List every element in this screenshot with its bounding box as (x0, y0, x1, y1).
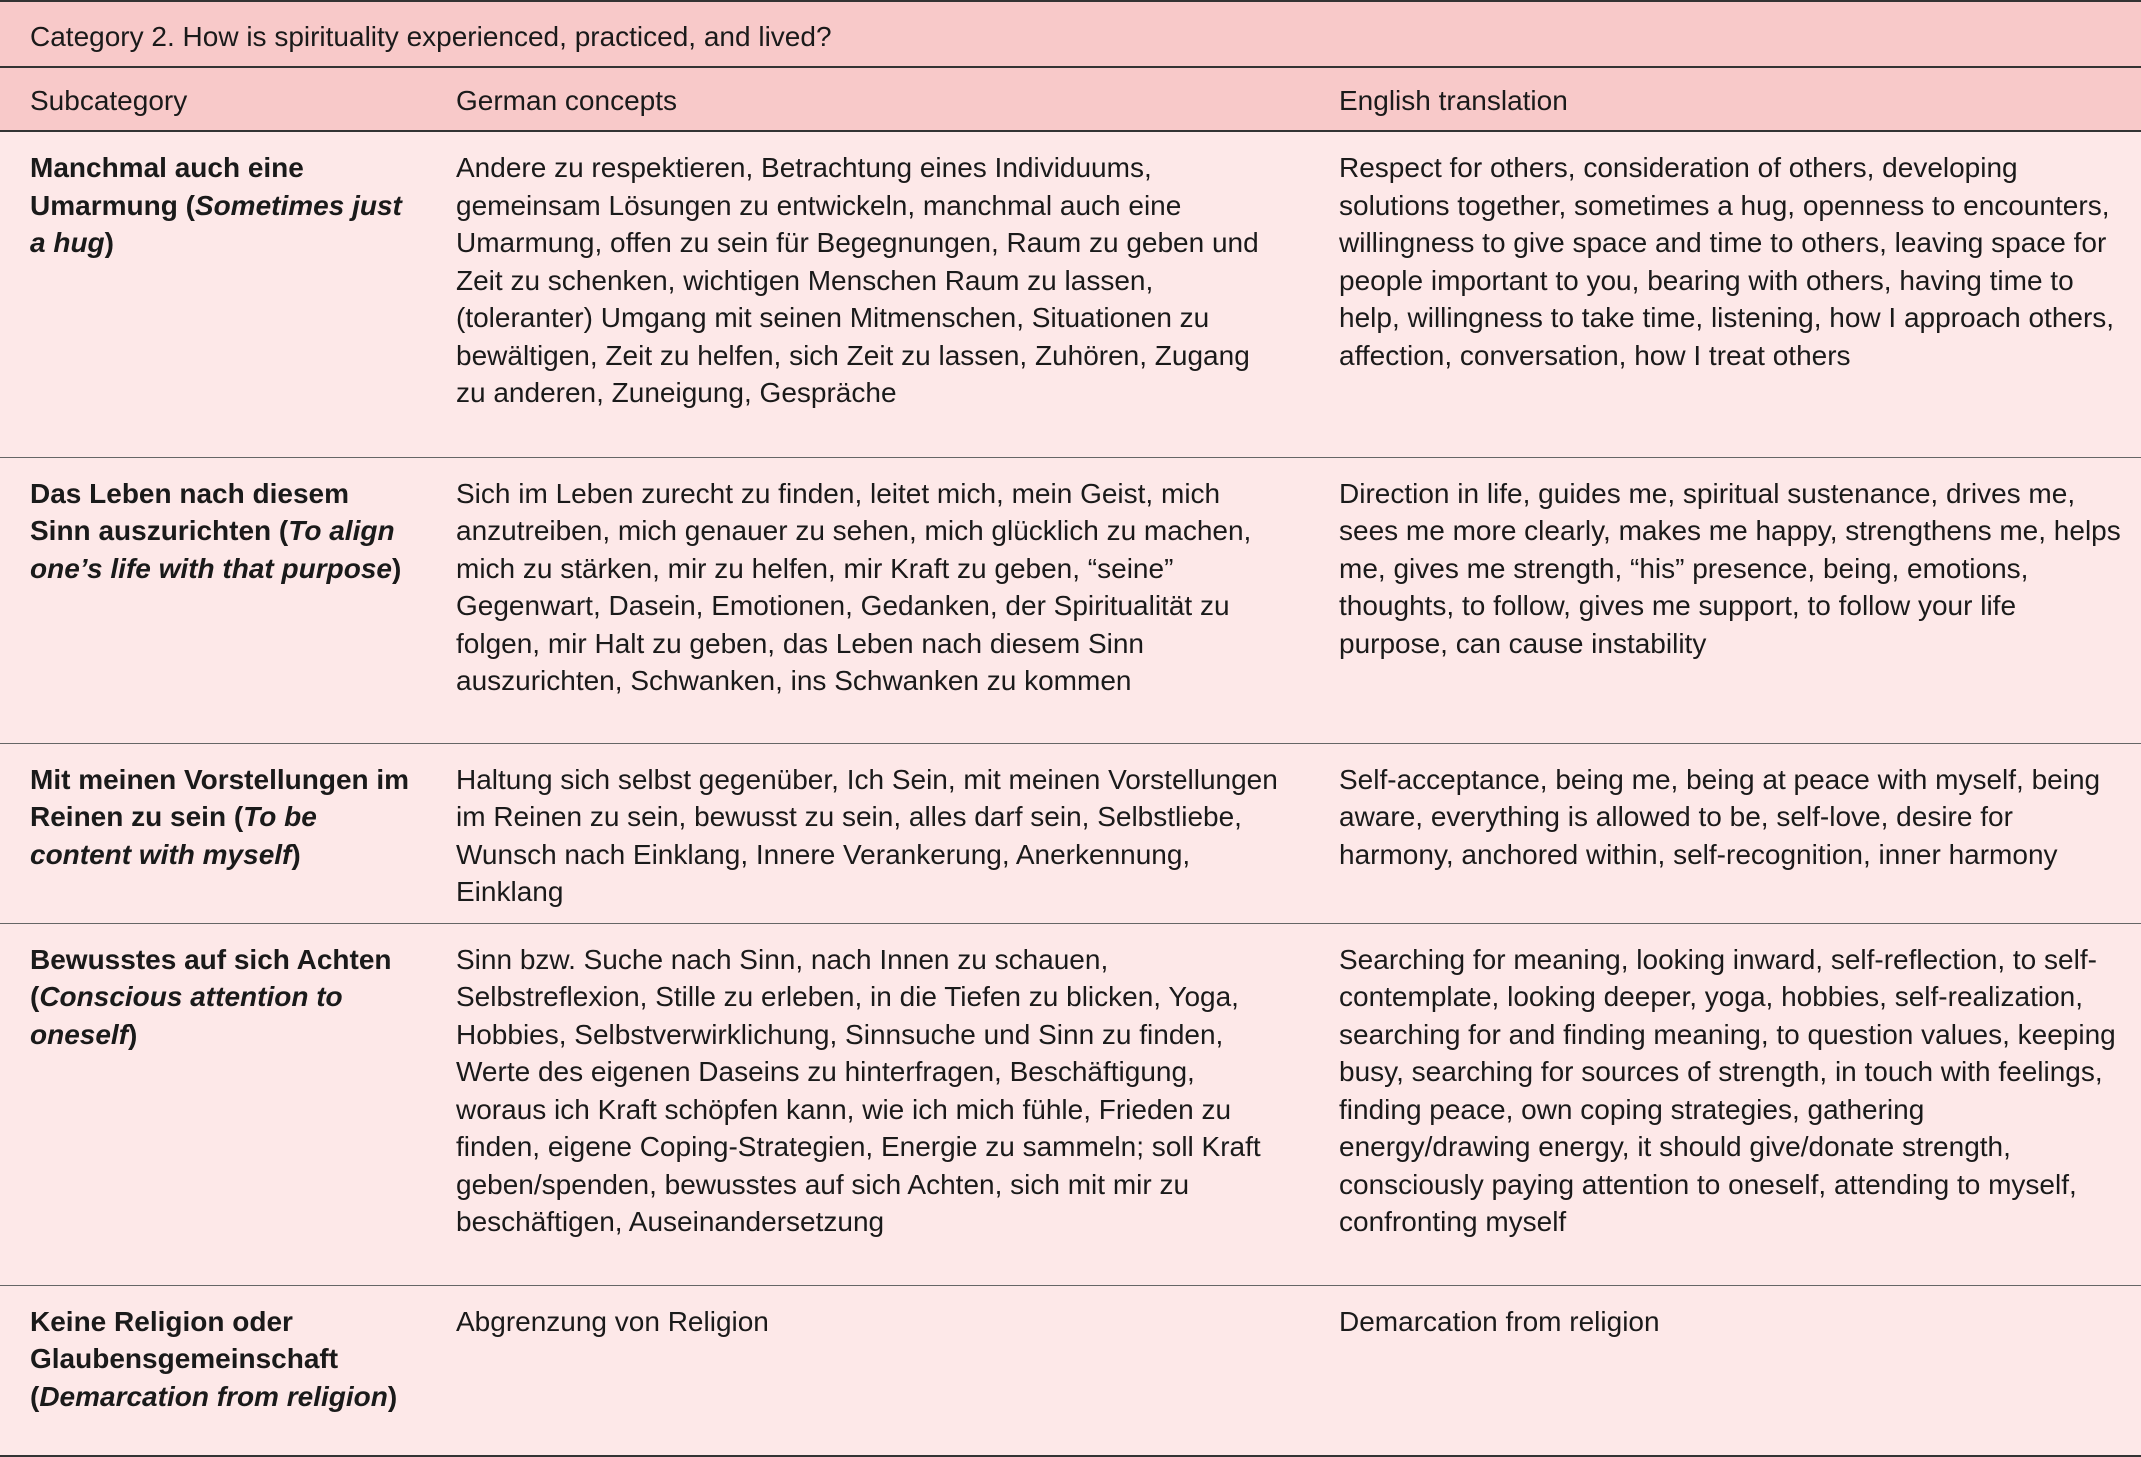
subcategory-german: Keine Religion oder Glaubensgemeinschaft (30, 1305, 339, 1374)
subcategory-cell: Keine Religion oder Glaubensgemeinschaft (Demarcation from religion) (0, 1285, 426, 1456)
table-row (0, 743, 2141, 923)
table-row (0, 923, 2141, 1285)
english-translation-cell: Searching for meaning, looking inward, self-reflection, to self-contemplate, looking deeper, yoga, hobbies, self-realization, searching for and finding meaning, to question values, keeping busy, searching for sources of strength, in touch with feelings, finding peace, own coping strategies, gathering energy/drawing energy, it should give/donate strength, consciously paying attention to oneself, attending to myself, confronting myself (1309, 923, 2141, 1285)
subcategory-cell: Manchmal auch eine Umarmung (Sometimes just a hug) (0, 131, 426, 457)
subcategory-english: To be content with myself (30, 801, 317, 870)
subcategory-cell: Das Leben nach diesem Sinn auszurichten (To align one’s life with that purpose) (0, 457, 426, 743)
header-subcategory: Subcategory (0, 67, 426, 131)
german-concepts-cell: Sinn bzw. Suche nach Sinn, nach Innen zu schauen, Selbstreflexion, Stille zu erleben, in die Tiefen zu blicken, Yoga, Hobbies, Selbstverwirklichung, Sinnsuche und Sinn zu finden, Werte des eigenen Daseins zu hinterfragen, Beschäftigung, woraus ich Kraft schöpfen kann, wie ich mich fühle, Frieden zu finden, eigene Coping-Strategien, Energie zu sammeln; soll Kraft geben/spenden, bewusstes auf sich Achten, sich mit mir zu beschäftigen, Auseinandersetzung (426, 923, 1309, 1285)
table-header-row (0, 67, 2141, 131)
german-concepts-cell: Abgrenzung von Religion (426, 1285, 1309, 1456)
english-translation-cell: Self-acceptance, being me, being at peace with myself, being aware, everything is allowed to be, self-love, desire for harmony, anchored within, self-recognition, inner harmony (1309, 743, 2141, 923)
subcategory-cell: Bewusstes auf sich Achten (Conscious attention to oneself) (0, 923, 426, 1285)
subcategory-german: Manchmal auch eine Umarmung (30, 152, 304, 221)
subcategory-english: Sometimes just a hug (30, 189, 402, 258)
subcategory-english: Demarcation from religion (39, 1380, 388, 1412)
header-german-concepts: German concepts (426, 67, 1309, 131)
table-caption: Category 2. How is spirituality experienced, practiced, and lived? (0, 1, 2141, 67)
german-concepts-cell: Sich im Leben zurecht zu finden, leitet mich, mein Geist, mich anzutreiben, mich genauer zu sehen, mich glücklich zu machen, mich zu stärken, mir zu helfen, mir Kraft zu geben, “seine” Gegenwart, Dasein, Emotionen, Gedanken, der Spiritualität zu folgen, mir Halt zu geben, das Leben nach diesem Sinn auszurichten, Schwanken, ins Schwanken zu kommen (426, 457, 1309, 743)
subcategory-english: To align one’s life with that purpose (30, 515, 395, 584)
subcategory-cell: Mit meinen Vorstellungen im Reinen zu sein (To be content with myself) (0, 743, 426, 923)
table-row (0, 131, 2141, 457)
subcategory-german: Bewusstes auf sich Achten (30, 943, 392, 975)
english-translation-cell: Direction in life, guides me, spiritual sustenance, drives me, sees me more clearly, makes me happy, strengthens me, helps me, gives me strength, “his” presence, being, emotions, thoughts, to follow, gives me support, to follow your life purpose, can cause instability (1309, 457, 2141, 743)
german-concepts-cell: Andere zu respektieren, Betrachtung eines Individuums, gemeinsam Lösungen zu entwickeln, manchmal auch eine Umarmung, offen zu sein für Begegnungen, Raum zu geben und Zeit zu schenken, wichtigen Menschen Raum zu lassen, (toleranter) Umgang mit seinen Mitmenschen, Situationen zu bewältigen, Zeit zu helfen, sich Zeit zu lassen, Zuhören, Zugang zu anderen, Zuneigung, Gespräche (426, 131, 1309, 457)
english-translation-cell: Respect for others, consideration of others, developing solutions together, sometimes a hug, openness to encounters, willingness to give space and time to others, leaving space for people important to you, bearing with others, having time to help, willingness to take time, listening, how I approach others, affection, conversation, how I treat others (1309, 131, 2141, 457)
table-row (0, 1285, 2141, 1456)
subcategory-german: Mit meinen Vorstellungen im Reinen zu sein (30, 763, 410, 832)
table-caption-row (0, 1, 2141, 67)
header-english-translation: English translation (1309, 67, 2141, 131)
table-row (0, 457, 2141, 743)
english-translation-cell: Demarcation from religion (1309, 1285, 2141, 1456)
subcategory-english: Conscious attention to oneself (30, 981, 343, 1050)
subcategory-german: Das Leben nach diesem Sinn auszurichten (30, 477, 350, 546)
german-concepts-cell: Haltung sich selbst gegenüber, Ich Sein, mit meinen Vorstellungen im Reinen zu sein, bewusst zu sein, alles darf sein, Selbstliebe, Wunsch nach Einklang, Innere Verankerung, Anerkennung, Einklang (426, 743, 1309, 923)
